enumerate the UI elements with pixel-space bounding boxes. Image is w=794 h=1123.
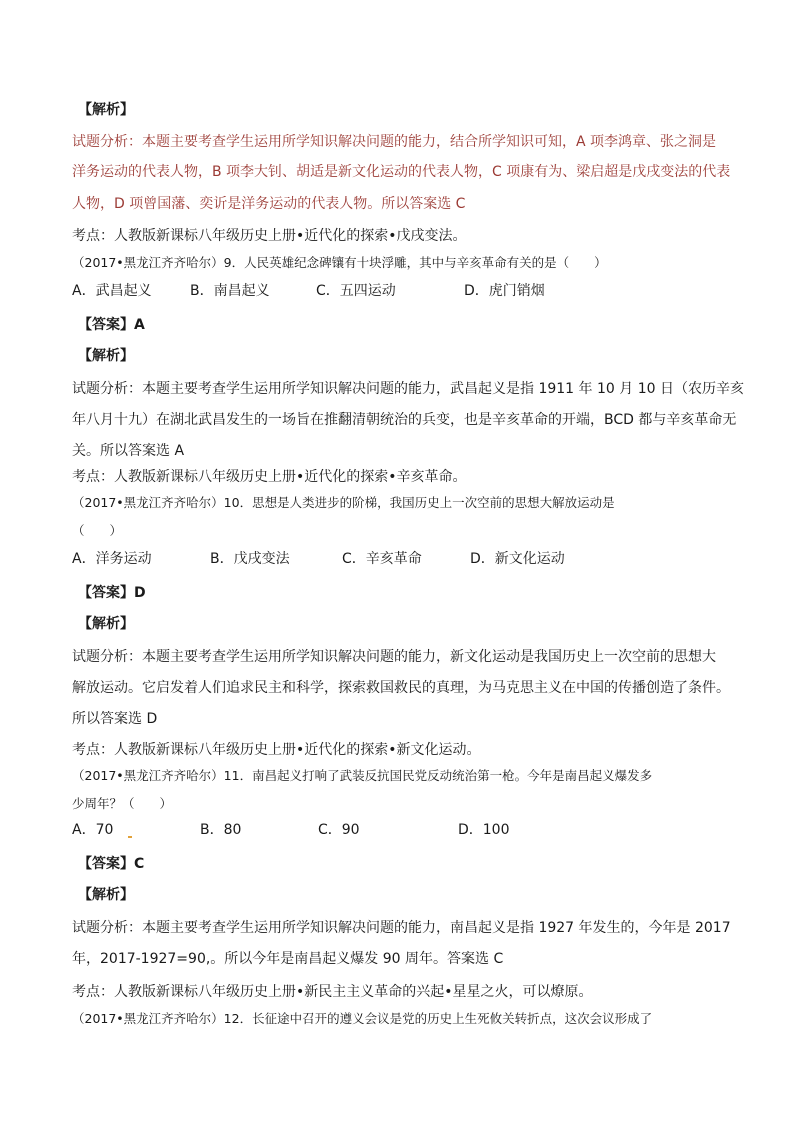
q9-option-d: D．虎门销烟 xyxy=(464,283,545,299)
q11-answer: 【答案】C xyxy=(78,856,145,872)
q11-option-c: C．90 xyxy=(318,822,360,838)
q10-analysis-line-2: 解放运动。它启发着人们追求民主和科学，探索救国救民的真理，为马克思主义在中国的传播创造了条件。 xyxy=(72,680,730,696)
q11-option-b: B．80 xyxy=(200,822,242,838)
q8-jiexi-label: 【解析】 xyxy=(78,102,134,118)
highlight-mark xyxy=(128,836,132,838)
q8-kaodian: 考点：人教版新课标八年级历史上册•近代化的探索•戊戌变法。 xyxy=(72,228,467,244)
q11-option-d: D．100 xyxy=(458,822,510,838)
q11-analysis-line-2: 年，2017-1927=90,。所以今年是南昌起义爆发 90 周年。答案选 C xyxy=(72,951,504,967)
q11-question-line-2: 少周年？（ ） xyxy=(72,796,173,811)
q9-option-b: B．南昌起义 xyxy=(190,283,270,299)
q9-analysis-line-1: 试题分析：本题主要考查学生运用所学知识解决问题的能力，武昌起义是指 1911 年 10 月 10 日（农历辛亥 xyxy=(72,381,744,397)
q11-kaodian: 考点：人教版新课标八年级历史上册•新民主主义革命的兴起•星星之火，可以燎原。 xyxy=(72,984,593,1000)
q12-question: （2017•黑龙江齐齐哈尔）12．长征途中召开的遵义会议是党的历史上生死攸关转折点，这次会议形成了 xyxy=(72,1011,653,1026)
q11-jiexi-label: 【解析】 xyxy=(78,887,134,903)
q10-option-c: C．辛亥革命 xyxy=(342,551,422,567)
q10-answer: 【答案】D xyxy=(78,585,146,601)
q9-answer: 【答案】A xyxy=(78,317,145,333)
q10-question-line-2: （ ） xyxy=(72,523,123,538)
q8-analysis-line-3: 人物，D 项曾国藩、奕䜣是洋务运动的代表人物。所以答案选 C xyxy=(72,196,466,212)
q10-option-a: A．洋务运动 xyxy=(72,551,152,567)
q9-analysis-line-3: 关。所以答案选 A xyxy=(72,443,185,459)
q10-kaodian: 考点：人教版新课标八年级历史上册•近代化的探索•新文化运动。 xyxy=(72,742,481,758)
q9-question: （2017•黑龙江齐齐哈尔）9．人民英雄纪念碑镶有十块浮雕，其中与辛亥革命有关的是（ ） xyxy=(72,255,607,270)
q11-question-line-1: （2017•黑龙江齐齐哈尔）11．南昌起义打响了武装反抗国民党反动统治第一枪。今年是南昌起义爆发多 xyxy=(72,768,653,783)
q9-jiexi-label: 【解析】 xyxy=(78,348,134,364)
q9-kaodian: 考点：人教版新课标八年级历史上册•近代化的探索•辛亥革命。 xyxy=(72,469,467,485)
q9-option-c: C．五四运动 xyxy=(316,283,396,299)
q10-option-b: B．戊戌变法 xyxy=(210,551,290,567)
q10-option-d: D．新文化运动 xyxy=(470,551,565,567)
q11-analysis-line-1: 试题分析：本题主要考查学生运用所学知识解决问题的能力，南昌起义是指 1927 年发生的，今年是 2017 xyxy=(72,920,731,936)
q9-analysis-line-2: 年八月十九）在湖北武昌发生的一场旨在推翻清朝统治的兵变，也是辛亥革命的开端，BCD 都与辛亥革命无 xyxy=(72,412,737,428)
q11-option-a: A．70 xyxy=(72,822,114,838)
q10-analysis-line-1: 试题分析：本题主要考查学生运用所学知识解决问题的能力，新文化运动是我国历史上一次空前的思想大 xyxy=(72,649,716,665)
q10-analysis-line-3: 所以答案选 D xyxy=(72,711,158,727)
q10-question-line-1: （2017•黑龙江齐齐哈尔）10．思想是人类进步的阶梯，我国历史上一次空前的思想大解放运动是 xyxy=(72,495,615,510)
q8-analysis-line-2: 洋务运动的代表人物，B 项李大钊、胡适是新文化运动的代表人物，C 项康有为、梁启超是戊戌变法的代表 xyxy=(72,164,731,180)
q8-analysis-line-1: 试题分析：本题主要考查学生运用所学知识解决问题的能力，结合所学知识可知，A 项李鸿章、张之洞是 xyxy=(72,134,717,150)
q10-jiexi-label: 【解析】 xyxy=(78,616,134,632)
q9-option-a: A．武昌起义 xyxy=(72,283,152,299)
